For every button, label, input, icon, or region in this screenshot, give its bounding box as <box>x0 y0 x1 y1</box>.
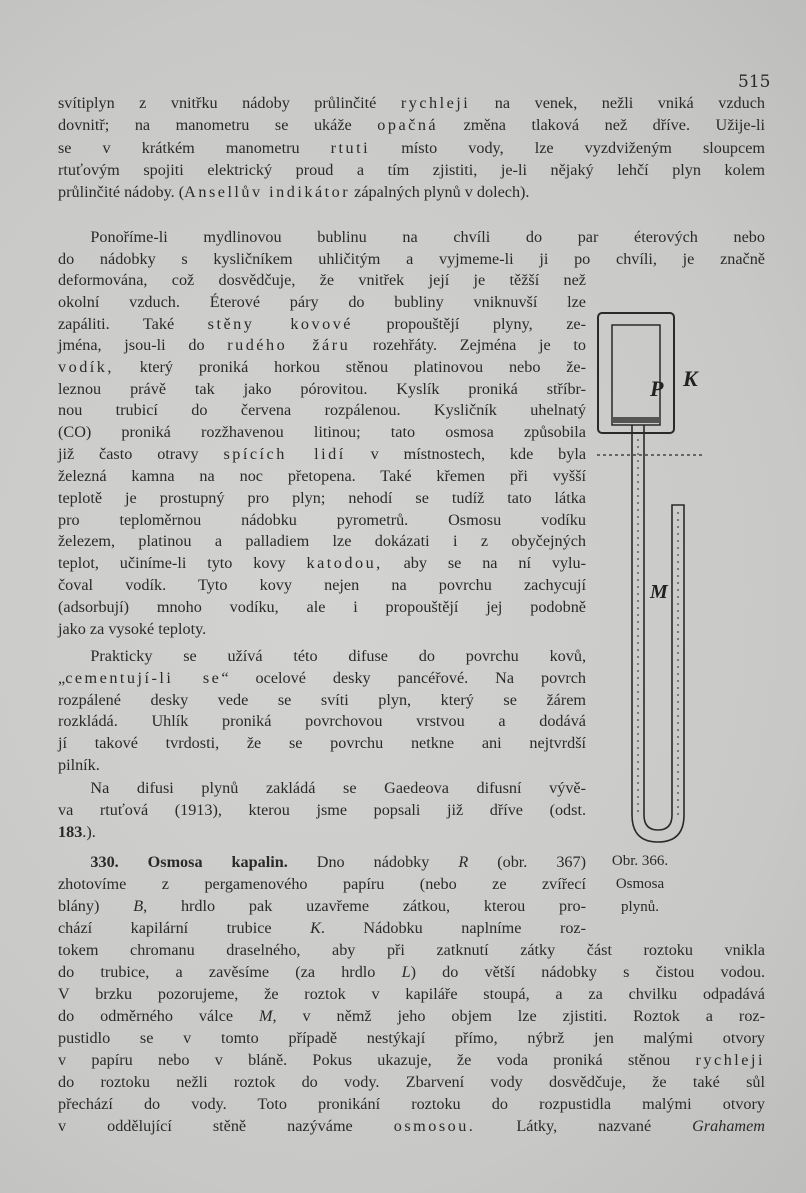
text-run: cementují-li se <box>65 669 222 687</box>
text-run: dovnitř; na manometru se ukáže <box>58 116 378 134</box>
text-run: propouštějí plyny, ze- <box>352 315 586 333</box>
text-run: rozehřáty. Zejména je to <box>350 336 586 354</box>
text-run: Na difusi plynů zakládá se Gaedeova difusní vývě- <box>58 779 586 797</box>
text-run: teplot, učiníme-li tyto kovy <box>58 554 307 572</box>
text-run: rozkládá. Uhlík proniká povrchovou vrstvou a dodává <box>58 712 586 730</box>
text-run: leznou právě tak jako pórovitou. Kyslík proniká stříbr- <box>58 380 586 398</box>
text-run: do trubice, a zavěsíme (za hrdlo <box>58 963 402 981</box>
text-run: rudého žáru <box>227 336 351 354</box>
text-run: (CO) proniká rozžhavenou litinou; tato osmosa způsobila <box>58 423 586 441</box>
text-run: .). <box>82 823 96 841</box>
text-run: (adsorbují) mnoho vodíku, ale i propouštějí jej podobně <box>58 598 586 616</box>
text-run: opačná <box>377 116 439 134</box>
text-run: teplotě je prostupný pro plyn; nehodí se tudíž tato látka <box>58 489 586 507</box>
text-run: B <box>133 897 144 915</box>
text-run: , v němž jeho objem lze zjistiti. Roztok a roz- <box>272 1007 765 1025</box>
figure-caption-number: Obr. 366. <box>611 853 669 869</box>
label-P: P <box>650 376 664 401</box>
text-run: jí takové tvrdosti, že se povrchu netkne ani nejtvrdší <box>58 734 586 752</box>
text-run: již často otravy <box>58 445 224 463</box>
text-run: v papíru nebo v bláně. Pokus ukazuje, že voda proniká stěnou <box>58 1051 696 1069</box>
label-M: M <box>650 581 668 603</box>
text-run: tokem chromanu draselného, aby při zatknutí zátky část roztoku vnikla <box>58 941 765 959</box>
text-run: železem, platinou a palladiem lze dokázati i z obyčejných <box>58 532 586 550</box>
text-run: přechází do vody. Toto pronikání roztoku do rozpustidla malými otvory <box>58 1095 765 1113</box>
u-tube <box>632 425 684 842</box>
text-run: jako za vysoké teploty. <box>58 620 207 638</box>
porous-cylinder <box>612 325 660 425</box>
text-run: okolní vzduch. Éterové páry do bubliny vniknuvší lze <box>58 293 586 311</box>
text-run: rychleji <box>400 94 471 112</box>
text-run: K <box>310 919 321 937</box>
page-number: 515 <box>738 72 771 92</box>
text-run: osmosou. <box>393 1117 476 1135</box>
text-run: Látky, nazvané <box>475 1117 693 1135</box>
text-run: rtuťovým spojiti elektrický proud a tím zjistiti, je-li nějaký lehčí plyn kolem <box>58 161 765 179</box>
text-run: 330. Osmosa kapalin. <box>90 853 288 871</box>
text-run: deformována, což dosvědčuje, že vnitřek její je těžší než <box>58 271 586 289</box>
text-run: Dno nádobky <box>287 853 459 871</box>
text-run: čoval vodík. Tyto kovy nejen na povrchu zachycují <box>58 576 586 594</box>
text-run: R <box>458 853 469 871</box>
text-run: rtuti <box>330 139 371 157</box>
text-run: , hrdlo pak uzavřeme zátkou, kterou pro- <box>143 897 587 915</box>
text-run: (obr. 367) <box>468 853 587 871</box>
text-run: stěny kovové <box>207 315 353 333</box>
text-run: do odměrného válce <box>58 1007 260 1025</box>
figure-caption-title: Osmosa <box>615 876 665 892</box>
outer-bell <box>598 313 674 433</box>
text-run: rozpálené desky vede se svíti plyn, který se žárem <box>58 691 586 709</box>
text-run: Ponoříme-li mydlinovou bublinu na chvíli do par éterových nebo <box>58 228 765 246</box>
text-run: rychleji <box>695 1051 765 1069</box>
text-run: železná kamna na noc přetopena. Také křemen při vyšší <box>58 467 586 485</box>
text-run: pustidlo se v tomto případě nestýkají přímo, nýbrž jen malými otvory <box>58 1029 765 1047</box>
text-run: pro teploměrnou nádobku pyrometrů. Osmosu vodíku <box>58 511 586 529</box>
text-run: který proniká horkou stěnou platinovou nebo že- <box>113 358 586 376</box>
figure-caption-title-2: plynů. <box>621 899 659 915</box>
text-run: Grahamem <box>692 1117 765 1135</box>
text-run: zhotovíme z pergamenového papíru (nebo ze zvířecí <box>58 875 586 893</box>
text-run: „ <box>58 669 66 687</box>
text-run: do nádobky s kysličníkem uhličitým a vyjmeme-li ji po chvíli, je značně <box>58 250 765 268</box>
text-run: L <box>401 963 411 981</box>
text-run: zapáliti. Také <box>58 315 208 333</box>
text-run: zápalných plynů v dolech). <box>350 183 530 201</box>
text-run: na venek, nežli vniká vzduch <box>470 94 765 112</box>
text-run: svítiplyn z vnitřku nádoby průlinčité <box>58 94 401 112</box>
text-run: aby se na ní vylu- <box>382 554 586 572</box>
text-run: vodík, <box>58 358 114 376</box>
text-run: pilník. <box>58 756 100 774</box>
text-run: spících lidí <box>223 445 346 463</box>
label-K: K <box>683 366 698 391</box>
text-run: blány) <box>58 897 134 915</box>
text-run: v místnostech, kde byla <box>345 445 587 463</box>
text-run: 183 <box>58 823 83 841</box>
text-run: Prakticky se užívá této difuse do povrchu kovů, <box>58 647 586 665</box>
text-run: . Nádobku naplníme roz- <box>320 919 586 937</box>
text-run: Ansellův indikátor <box>184 183 351 201</box>
text-run: místo vody, lze vyzdviženým sloupcem <box>370 139 765 157</box>
text-run: do roztoku nežli roztok do vody. Zbarvení vody dosvědčuje, že také sůl <box>58 1073 765 1091</box>
text-run: va rtuťová (1913), kterou jsme popsali již dříve (odst. <box>58 801 586 819</box>
text-run: M <box>259 1007 273 1025</box>
text-run: změna tlaková než dříve. Užije-li <box>438 116 765 134</box>
text-run: v oddělující stěně nazýváme <box>58 1117 394 1135</box>
text-run: “ ocelové desky pancéřové. Na povrch <box>221 669 586 687</box>
text-run: se v krátkém manometru <box>58 139 331 157</box>
text-run: jména, jsou-li do <box>58 336 228 354</box>
text-run: průlinčité nádoby. ( <box>58 183 185 201</box>
text-run: nou trubicí do červena rozpálenou. Kysličník uhelnatý <box>58 401 586 419</box>
text-run: ) do větší nádobky s čistou vodou. <box>410 963 765 981</box>
text-run: chází kapilární trubice <box>58 919 311 937</box>
text-run: katodou, <box>306 554 383 572</box>
text-run: V brzku pozorujeme, že roztok v kapiláře stoupá, a za chvilku odpadává <box>58 985 765 1003</box>
